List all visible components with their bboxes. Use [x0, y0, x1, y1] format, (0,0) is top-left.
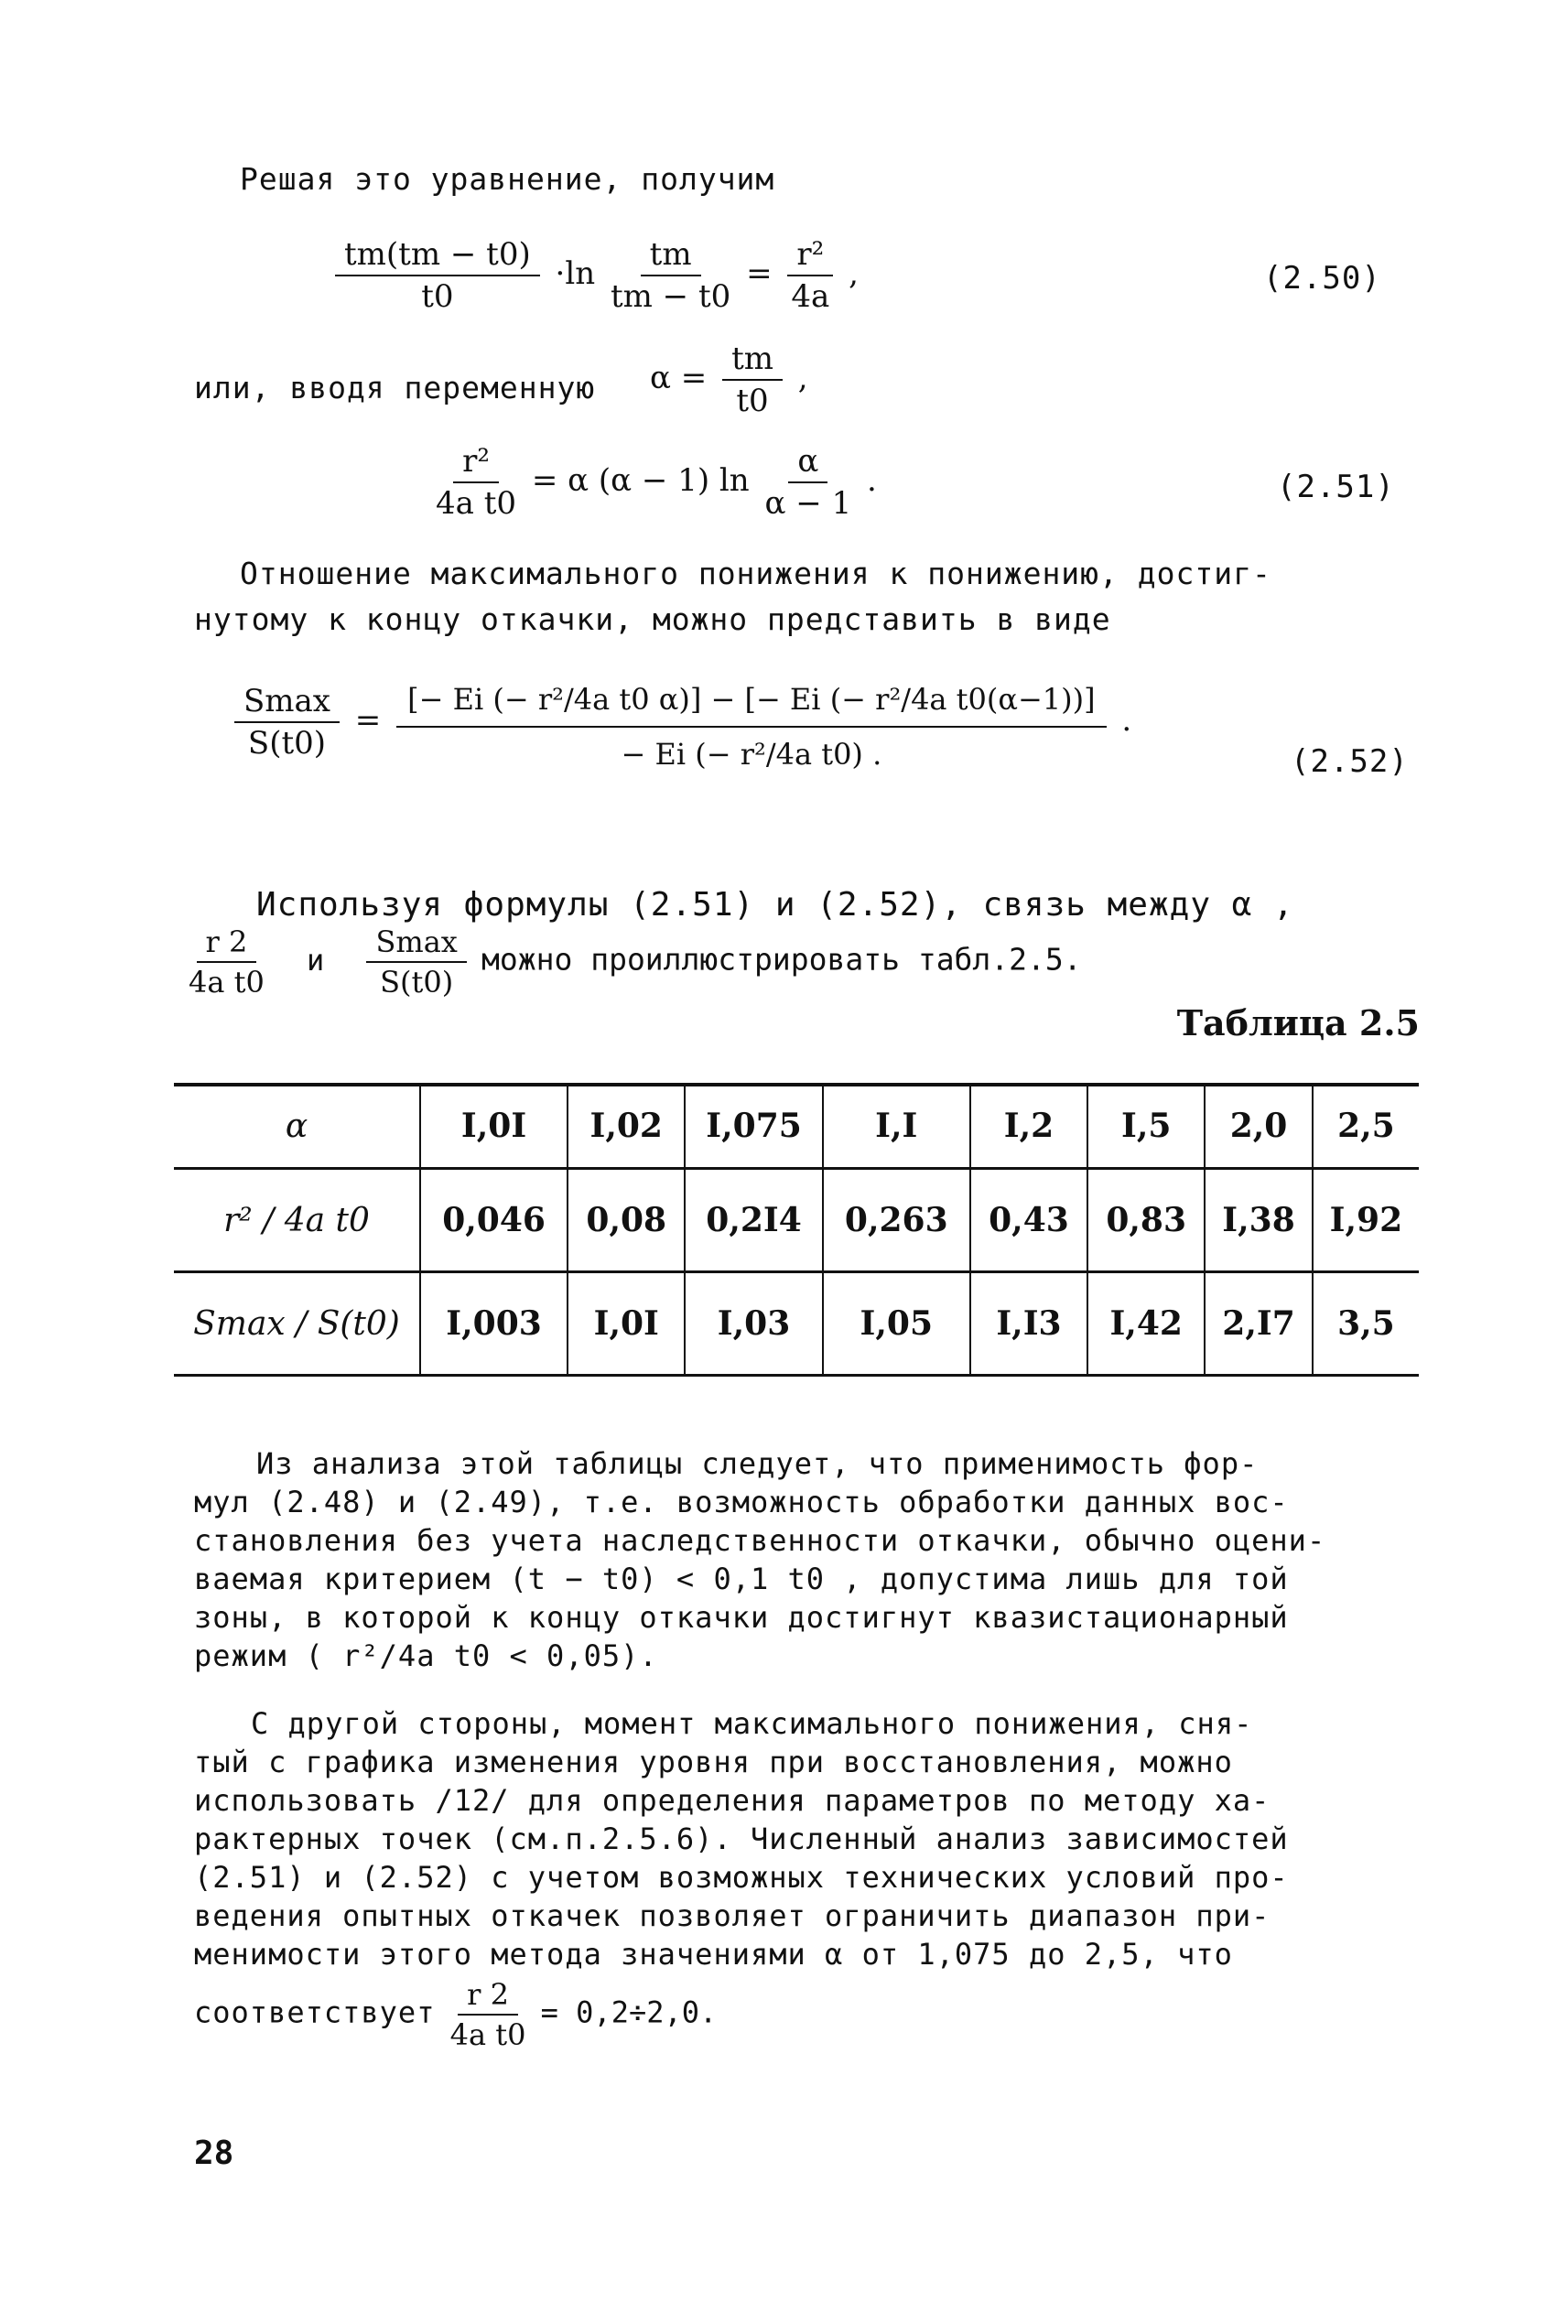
- other-line: менимости этого метода значениями α от 1,075 до 2,5, что: [194, 1937, 1233, 1972]
- using-frac1-denominator: 4a t0: [189, 965, 265, 1000]
- table-cell: I,05: [823, 1272, 970, 1376]
- table-cell: 3,5: [1313, 1272, 1419, 1376]
- other-line: С другой стороны, момент максимального понижения, сня-: [251, 1706, 1253, 1741]
- table-cell: 0,2I4: [685, 1169, 822, 1272]
- using-frac1: [189, 924, 265, 1000]
- table-row: [174, 1272, 1419, 1376]
- using-and: и: [307, 942, 325, 978]
- table-cell: 2,0: [1205, 1085, 1312, 1169]
- eq250-lhs-fraction: [335, 236, 540, 315]
- table-cell: 0,046: [420, 1169, 568, 1272]
- eq250-number: (2.50): [1263, 260, 1381, 297]
- final-word: соответствует: [194, 1994, 436, 2030]
- table-cell: 0,83: [1087, 1169, 1205, 1272]
- other-line: ведения опытных откачек позволяет ограничить диапазон при-: [194, 1898, 1271, 1933]
- using-frac2-numerator: Smax: [366, 924, 466, 963]
- other-line: рактерных точек (см.п.2.5.6). Численный анализ зависимостей: [194, 1821, 1289, 1856]
- using-frac2: [366, 924, 466, 1000]
- eq251-lhs-numerator: r²: [453, 443, 499, 483]
- table-cell: I,003: [420, 1272, 568, 1376]
- eq252-rhs-numerator: [− Ei (− r²/4a t0 α)] − [− Ei (− r²/4a t0(α−1))]: [396, 673, 1107, 728]
- table-row-label: r² / 4a t0: [223, 1201, 370, 1239]
- eq252-lhs-fraction: [234, 683, 340, 762]
- other-line: (2.51) и (2.52) с учетом возможных технических условий про-: [194, 1860, 1289, 1895]
- eq252-rhs-fraction: [396, 673, 1107, 772]
- eq250-rhs-fraction: [787, 236, 833, 315]
- using-frac2-denominator: S(t0): [380, 965, 454, 1000]
- using-line-1: Используя формулы (2.51) и (2.52), связь между α ,: [256, 886, 1294, 924]
- eq252-lhs-numerator: Smax: [234, 683, 340, 723]
- eq250-lhs-numerator: tm(tm − t0): [335, 236, 540, 276]
- table-cell: I,38: [1205, 1169, 1312, 1272]
- table-cell: 0,08: [568, 1169, 685, 1272]
- analysis-line: Из анализа этой таблицы следует, что применимость фор-: [256, 1446, 1259, 1481]
- eq251-ln-numerator: α: [788, 443, 827, 483]
- using-line-2: [183, 924, 1082, 1000]
- table-cell: I,075: [685, 1085, 822, 1169]
- alpha-def-tail: ,: [797, 360, 808, 396]
- equation-2-51: $\frac{\text{r²}}{\text{4a t0}}$ = α (α − 1) ln $\frac{\alpha}{\alpha - 1}$ .: [436, 443, 877, 522]
- other-line: тый с графика изменения уровня при восстановления, можно: [194, 1745, 1233, 1779]
- introduce-variable-text: или, вводя переменную: [194, 370, 596, 405]
- using-tail: можно проиллюстрировать табл.2.5.: [481, 941, 1082, 978]
- final-tail: = 0,2÷2,0.: [540, 1994, 718, 2030]
- table-row-label: α: [285, 1107, 308, 1145]
- eq250-rhs-numerator: r²: [787, 236, 833, 276]
- table-cell: I,I: [823, 1085, 970, 1169]
- eq251-lhs-fraction: [436, 443, 516, 522]
- intro-line: Решая это уравнение, получим: [240, 161, 775, 197]
- table-cell: I,I3: [970, 1272, 1087, 1376]
- analysis-line: зоны, в которой к концу откачки достигнут квазистационарный: [194, 1600, 1289, 1635]
- eq252-number: (2.52): [1291, 743, 1409, 780]
- table-cell: 2,I7: [1205, 1272, 1312, 1376]
- paragraph-other-side: [194, 1704, 1289, 1973]
- analysis-line: ваемая критерием (t − t0) < 0,1 t0 , допустима лишь для той: [194, 1562, 1289, 1596]
- alpha-def-fraction: [722, 340, 783, 419]
- eq251-ln-fraction: [765, 443, 852, 522]
- eq250-lhs-denominator: t0: [421, 278, 454, 315]
- analysis-line: становления без учета наследственности откачки, обычно оцени-: [194, 1523, 1326, 1558]
- eq250-rhs-denominator: 4a: [791, 278, 830, 315]
- paragraph-ratio-line: Отношение максимального понижения к понижению, достиг-: [240, 556, 1271, 591]
- table-2-5: [174, 1085, 1419, 1377]
- analysis-line: мул (2.48) и (2.49), т.е. возможность обработки данных вос-: [194, 1485, 1289, 1519]
- paragraph-ratio-line: нутому к концу откачки, можно представить в виде: [194, 601, 1111, 637]
- eq251-rhs: = α (α − 1) ln: [531, 462, 750, 499]
- paragraph-analysis: [194, 1444, 1325, 1675]
- eq250-ln-fraction: [611, 236, 730, 315]
- using-frac1-numerator: r 2: [197, 924, 257, 963]
- eq251-number: (2.51): [1277, 469, 1395, 505]
- table-cell: I,02: [568, 1085, 685, 1169]
- eq251-lhs-denominator: 4a t0: [436, 485, 517, 522]
- equation-2-50: $\frac{tm(tm - t0)}{t0}$ ·ln $\frac{tm}{tm - t0}$ = $\frac{\text{r²}}{4a}$ ,: [330, 236, 859, 315]
- final-numerator: r 2: [458, 1977, 518, 2016]
- table-cell: I,42: [1087, 1272, 1205, 1376]
- table-row: [174, 1085, 1419, 1169]
- eq251-ln-denominator: α − 1: [764, 485, 852, 522]
- table-cell: I,2: [970, 1085, 1087, 1169]
- eq252-lhs-denominator: S(t0): [247, 725, 327, 762]
- table-row: [174, 1169, 1419, 1272]
- final-denominator: 4a t0: [449, 2017, 526, 2052]
- analysis-line: режим ( r²/4a t0 < 0,05).: [194, 1638, 658, 1673]
- table-cell: I,0I: [568, 1272, 685, 1376]
- table-cell: 0,263: [823, 1169, 970, 1272]
- table-cell: I,5: [1087, 1085, 1205, 1169]
- alpha-def-lhs: α =: [650, 360, 708, 396]
- eq250-ln-numerator: tm: [641, 236, 701, 276]
- table-cell: I,92: [1313, 1169, 1419, 1272]
- table-cell: I,0I: [420, 1085, 568, 1169]
- equation-2-52: $\frac{Smax}{S(t0)}$ = $\frac{\text{[− Ei (− r²/4a t0 α)] − [− Ei (− r²/4a t0(α−1))]}}{\text{− Ei (− r²/4a t0) .}}$ .: [229, 673, 1131, 772]
- final-line: [194, 1977, 717, 2052]
- table-cell: 2,5: [1313, 1085, 1419, 1169]
- final-fraction: [450, 1977, 526, 2052]
- eq250-ln: ·ln: [555, 255, 596, 292]
- alpha-def-numerator: tm: [722, 340, 783, 381]
- table-row-label: Smax / S(t0): [193, 1304, 400, 1343]
- table-caption: Таблица 2.5: [1176, 1002, 1420, 1043]
- alpha-def-denominator: t0: [736, 383, 769, 419]
- eq252-rhs-denominator: − Ei (− r²/4a t0) .: [621, 737, 882, 772]
- eq250-ln-denominator: tm − t0: [610, 278, 731, 315]
- page-number: 28: [194, 2135, 234, 2172]
- table-cell: 0,43: [970, 1169, 1087, 1272]
- other-line: использовать /12/ для определения параметров по методу ха-: [194, 1783, 1271, 1818]
- alpha-definition: [650, 340, 808, 419]
- table-cell: I,03: [685, 1272, 822, 1376]
- paragraph-ratio: [194, 551, 1271, 643]
